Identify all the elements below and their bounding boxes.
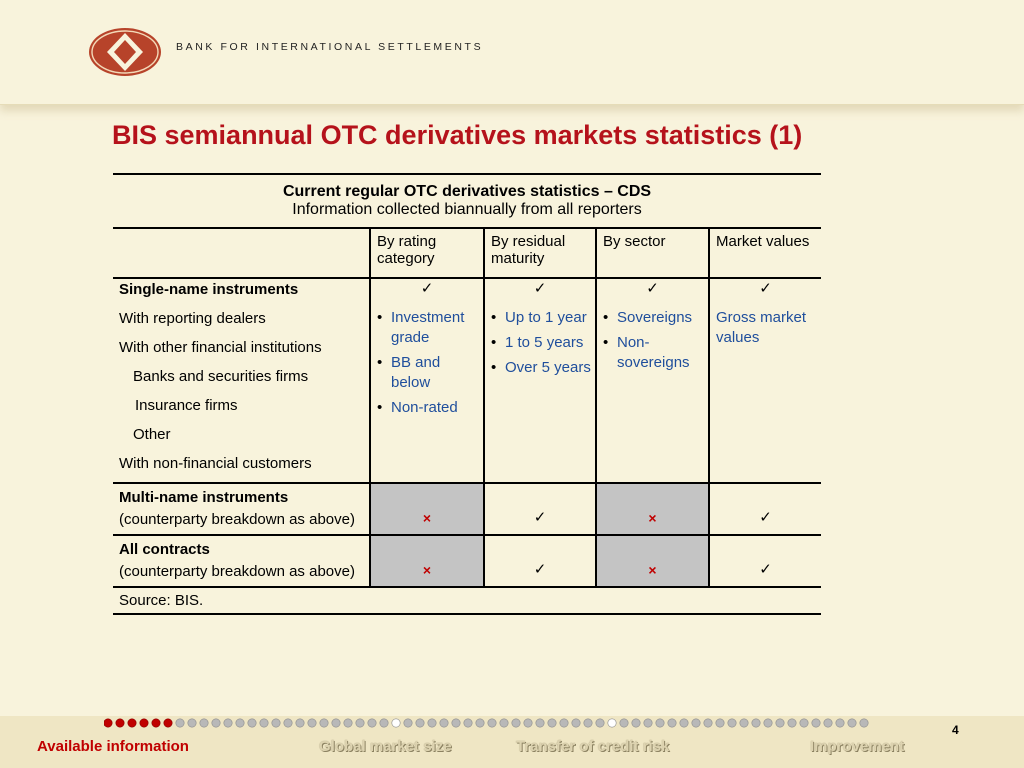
progress-dot [308,719,316,727]
row-label: With non-financial customers [119,455,312,472]
progress-dot [392,719,400,727]
progress-dot [488,719,496,727]
check-icon: ✓ [484,483,596,535]
maturity-list-cell [484,308,596,483]
row-note: (counterparty breakdown as above) [119,563,355,580]
progress-dot [212,719,220,727]
progress-dot [272,719,280,727]
column-header: By residual maturity [484,228,596,278]
row-label: All contracts [119,541,210,558]
progress-dot [104,719,112,727]
nav-improvement[interactable]: Improvement [810,738,905,755]
progress-dot [824,719,832,727]
column-header: Market values [709,228,821,278]
progress-dot [284,719,292,727]
row-label: Single-name instruments [119,281,299,298]
progress-dot [344,719,352,727]
progress-dot [224,719,232,727]
progress-dot [548,719,556,727]
progress-dot [476,719,484,727]
column-header: By rating category [370,228,484,278]
bis-logo-icon [88,27,162,77]
progress-dot [704,719,712,727]
progress-dot [524,719,532,727]
progress-dot [356,719,364,727]
market-values-cell: Gross market values [709,308,821,483]
check-icon: ✓ [370,278,484,308]
check-icon: ✓ [709,535,821,587]
progress-dots [104,717,874,729]
row-label: Banks and securities firms [133,368,309,385]
progress-dot [692,719,700,727]
check-icon: ✓ [484,535,596,587]
progress-dot [164,719,172,727]
table-row [113,587,821,614]
rating-list-cell [370,308,484,483]
progress-dot [188,719,196,727]
cds-statistics-table [113,173,821,615]
list-item: • Up to 1 year [485,308,591,328]
row-label: Insurance firms [135,397,238,414]
cross-icon: × [370,483,484,535]
table-row [113,308,821,483]
list-item: • Non-rated [371,398,479,418]
progress-dot [320,719,328,727]
table-caption [113,174,821,228]
sector-list-cell [596,308,709,483]
cross-icon: × [370,535,484,587]
progress-dot [776,719,784,727]
progress-dot [668,719,676,727]
progress-dot [644,719,652,727]
progress-dot [536,719,544,727]
check-icon: ✓ [596,278,709,308]
progress-dot [152,719,160,727]
progress-dot [596,719,604,727]
progress-dot [404,719,412,727]
progress-dot [116,719,124,727]
progress-dot [296,719,304,727]
progress-dot [368,719,376,727]
progress-dot [740,719,748,727]
progress-dot [560,719,568,727]
table-row [113,535,821,587]
row-label: Multi-name instruments [119,489,289,506]
progress-dot [260,719,268,727]
progress-dot [248,719,256,727]
progress-dot [332,719,340,727]
table-row [113,278,821,308]
progress-dot [860,719,868,727]
progress-dot [452,719,460,727]
nav-transfer-of-credit-risk[interactable]: Transfer of credit risk [516,738,670,755]
progress-dot [236,719,244,727]
progress-dot [500,719,508,727]
org-name: BANK FOR INTERNATIONAL SETTLEMENTS [176,41,484,53]
progress-dot [836,719,844,727]
progress-dot [512,719,520,727]
progress-dot [788,719,796,727]
row-note: (counterparty breakdown as above) [119,511,355,528]
progress-dot [464,719,472,727]
progress-dot [680,719,688,727]
cross-icon: × [596,483,709,535]
progress-dot [428,719,436,727]
progress-dot [632,719,640,727]
check-icon: ✓ [709,278,821,308]
progress-dot [140,719,148,727]
progress-dot [848,719,856,727]
progress-dot [620,719,628,727]
progress-dot [728,719,736,727]
page-title: BIS semiannual OTC derivatives markets statistics (1) [112,120,803,150]
row-label: Other [133,426,171,443]
progress-dot [584,719,592,727]
progress-dot [812,719,820,727]
progress-dot [440,719,448,727]
cross-icon: × [596,535,709,587]
list-item: • Over 5 years [485,358,591,378]
page-number: 4 [952,723,959,737]
check-icon: ✓ [484,278,596,308]
progress-dot [176,719,184,727]
progress-dot [200,719,208,727]
progress-dot [416,719,424,727]
table-header-row [113,228,821,278]
progress-dot [380,719,388,727]
list-item: • Investment grade [371,308,479,348]
progress-dot [800,719,808,727]
list-item: • Non-sovereigns [597,333,704,373]
table-row [113,483,821,535]
list-item: • 1 to 5 years [485,333,591,353]
column-header: By sector [596,228,709,278]
progress-dot [716,719,724,727]
progress-dot [608,719,616,727]
source-note: Source: BIS. [113,587,821,614]
table-caption-title: Current regular OTC derivatives statistics – CDS [282,183,652,200]
row-label: With reporting dealers [119,310,266,327]
progress-dot [656,719,664,727]
check-icon: ✓ [709,483,821,535]
nav-available-information[interactable]: Available information [37,738,189,755]
row-label: With other financial institutions [119,339,322,356]
list-item: • Sovereigns [597,308,704,328]
progress-dot [764,719,772,727]
header-bar [0,0,1024,105]
table-caption-subtitle: Information collected biannually from all reporters [292,201,642,218]
progress-dot [128,719,136,727]
progress-dot [572,719,580,727]
list-item: • BB and below [371,353,479,393]
nav-global-market-size[interactable]: Global market size [319,738,452,755]
progress-dot [752,719,760,727]
